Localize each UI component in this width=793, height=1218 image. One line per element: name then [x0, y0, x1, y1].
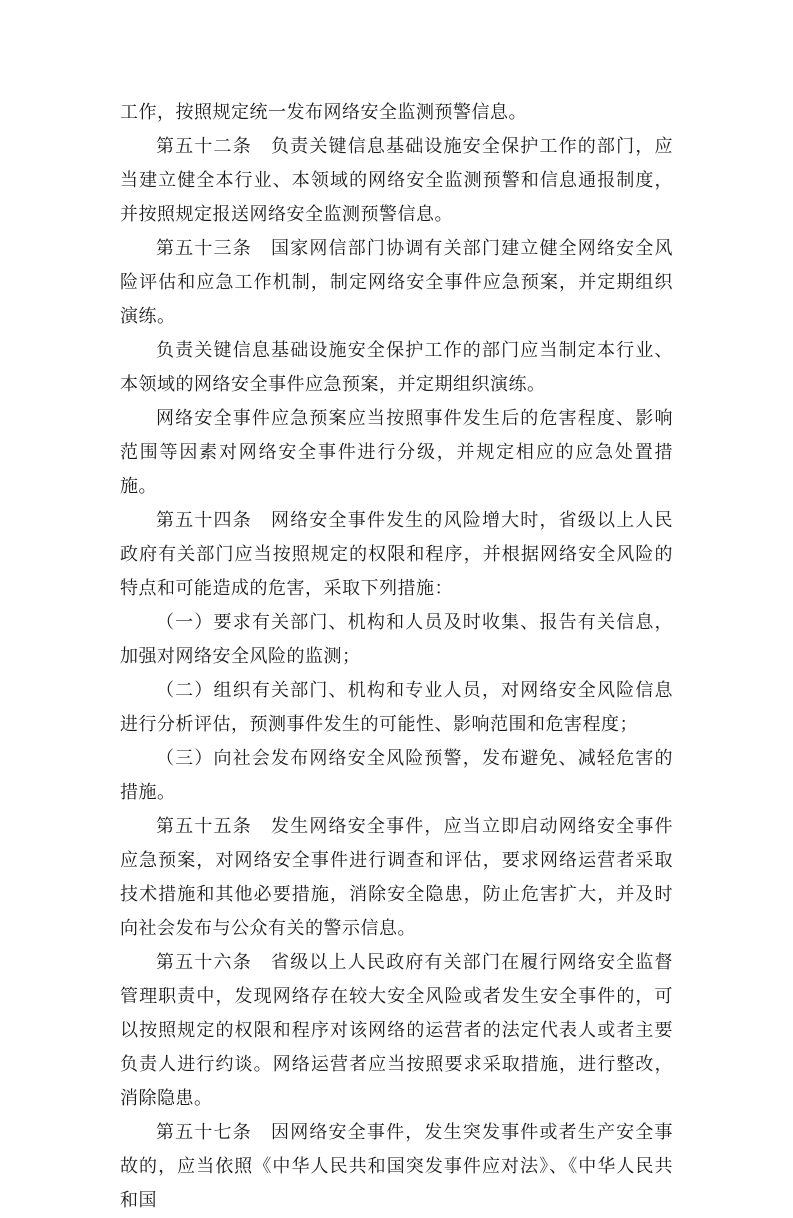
article-53-clause-2: 负责关键信息基础设施安全保护工作的部门应当制定本行业、本领域的网络安全事件应急预案，并定期组织演练。	[120, 340, 673, 395]
article-53-clause-3: 网络安全事件应急预案应当按照事件发生后的危害程度、影响范围等因素对网络安全事件进行分级，并规定相应的应急处置措施。	[120, 408, 673, 497]
document-body	[120, 96, 673, 1218]
paragraph-continuation: 工作，按照规定统一发布网络安全监测预警信息。	[120, 102, 527, 123]
article-54: 第五十四条 网络安全事件发生的风险增大时，省级以上人民政府有关部门应当按照规定的权限和程序，并根据网络安全风险的特点和可能造成的危害，采取下列措施：	[120, 510, 673, 599]
article-54-item-1: （一）要求有关部门、机构和人员及时收集、报告有关信息，加强对网络安全风险的监测；	[120, 612, 673, 667]
article-56: 第五十六条 省级以上人民政府有关部门在履行网络安全监督管理职责中，发现网络存在较大安全风险或者发生安全事件的，可以按照规定的权限和程序对该网络的运营者的法定代表人或者主要负责人进行约谈。网络运营者应当按照要求采取措施，进行整改，消除隐患。	[120, 952, 673, 1109]
article-55: 第五十五条 发生网络安全事件，应当立即启动网络安全事件应急预案，对网络安全事件进行调查和评估，要求网络运营者采取技术措施和其他必要措施，消除安全隐患，防止危害扩大，并及时向社会发布与公众有关的警示信息。	[120, 816, 673, 939]
article-54-item-3: （三）向社会发布网络安全风险预警，发布避免、减轻危害的措施。	[120, 748, 673, 803]
article-57: 第五十七条 因网络安全事件，发生突发事件或者生产安全事故的，应当依照《中华人民共和国突发事件应对法》、《中华人民共和国	[120, 1122, 673, 1211]
article-54-item-2: （二）组织有关部门、机构和专业人员，对网络安全风险信息进行分析评估，预测事件发生的可能性、影响范围和危害程度；	[120, 680, 673, 735]
article-52: 第五十二条 负责关键信息基础设施安全保护工作的部门，应当建立健全本行业、本领域的网络安全监测预警和信息通报制度，并按照规定报送网络安全监测预警信息。	[120, 136, 673, 225]
article-53: 第五十三条 国家网信部门协调有关部门建立健全网络安全风险评估和应急工作机制，制定网络安全事件应急预案，并定期组织演练。	[120, 238, 673, 327]
